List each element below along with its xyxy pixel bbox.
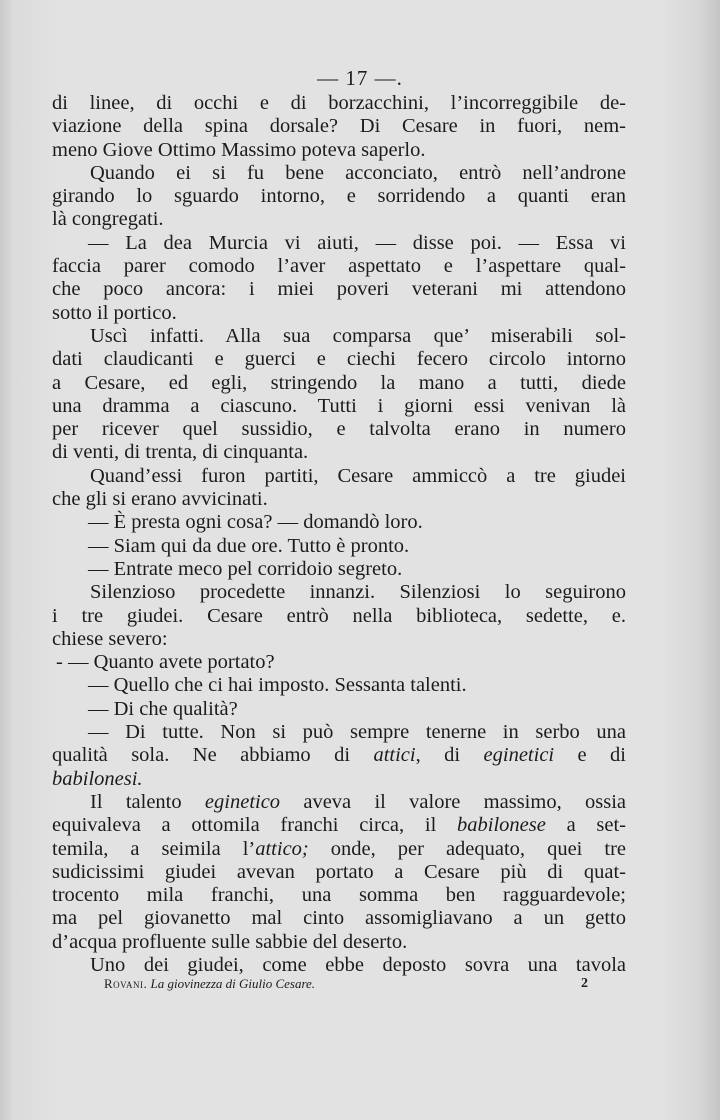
text-line: faccia parer comodo l’aver aspettato e l’aspettare qual-: [52, 255, 626, 278]
text-line: là congregati.: [52, 208, 164, 231]
text-line: [52, 791, 626, 814]
text-line: chiese severo:: [52, 627, 168, 650]
text-line: sotto il portico.: [52, 301, 177, 324]
signature-mark: 2: [581, 976, 588, 991]
text-line: ma pel giovanetto mal cinto assomigliavano a un getto: [52, 907, 626, 930]
text-run: equivaleva a ottomila franchi circa, il: [52, 814, 457, 837]
text-line: — La dea Murcia vi aiuti, — disse poi. — Essa vi: [88, 231, 626, 254]
italic-run: attici: [373, 744, 416, 767]
text-line: meno Giove Ottimo Massimo poteva saperlo.: [52, 138, 426, 161]
text-line: [52, 768, 626, 791]
text-line: di venti, di trenta, di cinquanta.: [52, 441, 309, 464]
footer-title: La giovinezza di Giulio Cesare.: [150, 976, 316, 991]
text-line: — Di che qualità?: [88, 697, 238, 720]
page-number: — 17 —.: [317, 66, 403, 90]
text-line: — È presta ogni cosa? — domandò loro.: [88, 511, 423, 534]
text-line: [52, 814, 626, 837]
text-run: , di: [415, 744, 484, 767]
page-footer: [104, 976, 588, 992]
text-line: una dramma a ciascuno. Tutti i giorni essi venivan là: [52, 394, 626, 417]
text-line: viazione della spina dorsale? Di Cesare in fuori, nem-: [52, 115, 626, 138]
text-line: [52, 838, 626, 861]
italic-run: eginetici: [483, 744, 555, 767]
italic-run: babilonese: [457, 814, 546, 837]
text-run: temila, a seimila l’: [52, 837, 256, 860]
body-text: [52, 92, 626, 977]
text-line: di linee, di occhi e di borzacchini, l’incorreggibile de-: [52, 92, 626, 114]
italic-run: attico;: [255, 837, 309, 860]
text-line: [52, 744, 626, 767]
text-line: — Siam qui da due ore. Tutto è pronto.: [88, 534, 410, 557]
text-line: Quando ei si fu bene acconciato, entrò nell’androne: [90, 161, 626, 184]
text-line: che gli si erano avvicinati.: [52, 488, 268, 511]
text-run: e di: [554, 744, 627, 767]
text-line: d’acqua profluente sulle sabbie del deserto.: [52, 930, 408, 953]
text-line: Uno dei giudei, come ebbe deposto sovra una tavola: [90, 953, 626, 976]
text-line: - — Quanto avete portato?: [56, 651, 275, 674]
text-line: sudicissimi giudei avevan portato a Cesare più di quat-: [52, 860, 626, 883]
italic-run: eginetico: [204, 790, 281, 813]
text-run: a set-: [545, 814, 626, 837]
text-line: dati claudicanti e guerci e ciechi fecero circolo intorno: [52, 348, 626, 371]
text-line: che poco ancora: i miei poveri veterani mi attendono: [52, 278, 626, 301]
text-run: qualità sola. Ne abbiamo di: [52, 744, 374, 767]
text-line: a Cesare, ed egli, stringendo la mano a tutti, diede: [52, 371, 626, 394]
text-line: per ricever quel sussidio, e talvolta erano in numero: [52, 418, 626, 441]
text-line: trocento mila franchi, una somma ben ragguardevole;: [52, 884, 626, 907]
text-run: Il talento: [90, 790, 205, 813]
italic-run: babilonesi.: [52, 767, 143, 790]
text-run: onde, per adequato, quei tre: [308, 837, 627, 860]
text-line: — Entrate meco pel corridoio segreto.: [88, 557, 403, 580]
text-line: — Quello che ci hai imposto. Sessanta talenti.: [88, 674, 467, 697]
text-line: — Di tutte. Non si può sempre tenerne in serbo una: [88, 721, 626, 744]
text-line: girando lo sguardo intorno, e sorridendo a quanti eran: [52, 185, 626, 208]
text-line: i tre giudei. Cesare entrò nella biblioteca, sedette, e.: [52, 604, 626, 627]
text-run: aveva il valore massimo, ossia: [280, 790, 626, 813]
text-line: Quand’essi furon partiti, Cesare ammiccò a tre giudei: [90, 464, 626, 487]
text-line: Uscì infatti. Alla sua comparsa que’ miserabili sol-: [90, 324, 626, 347]
footer-author: Rovani.: [104, 976, 148, 991]
text-line: Silenzioso procedette innanzi. Silenziosi lo seguirono: [90, 581, 626, 604]
